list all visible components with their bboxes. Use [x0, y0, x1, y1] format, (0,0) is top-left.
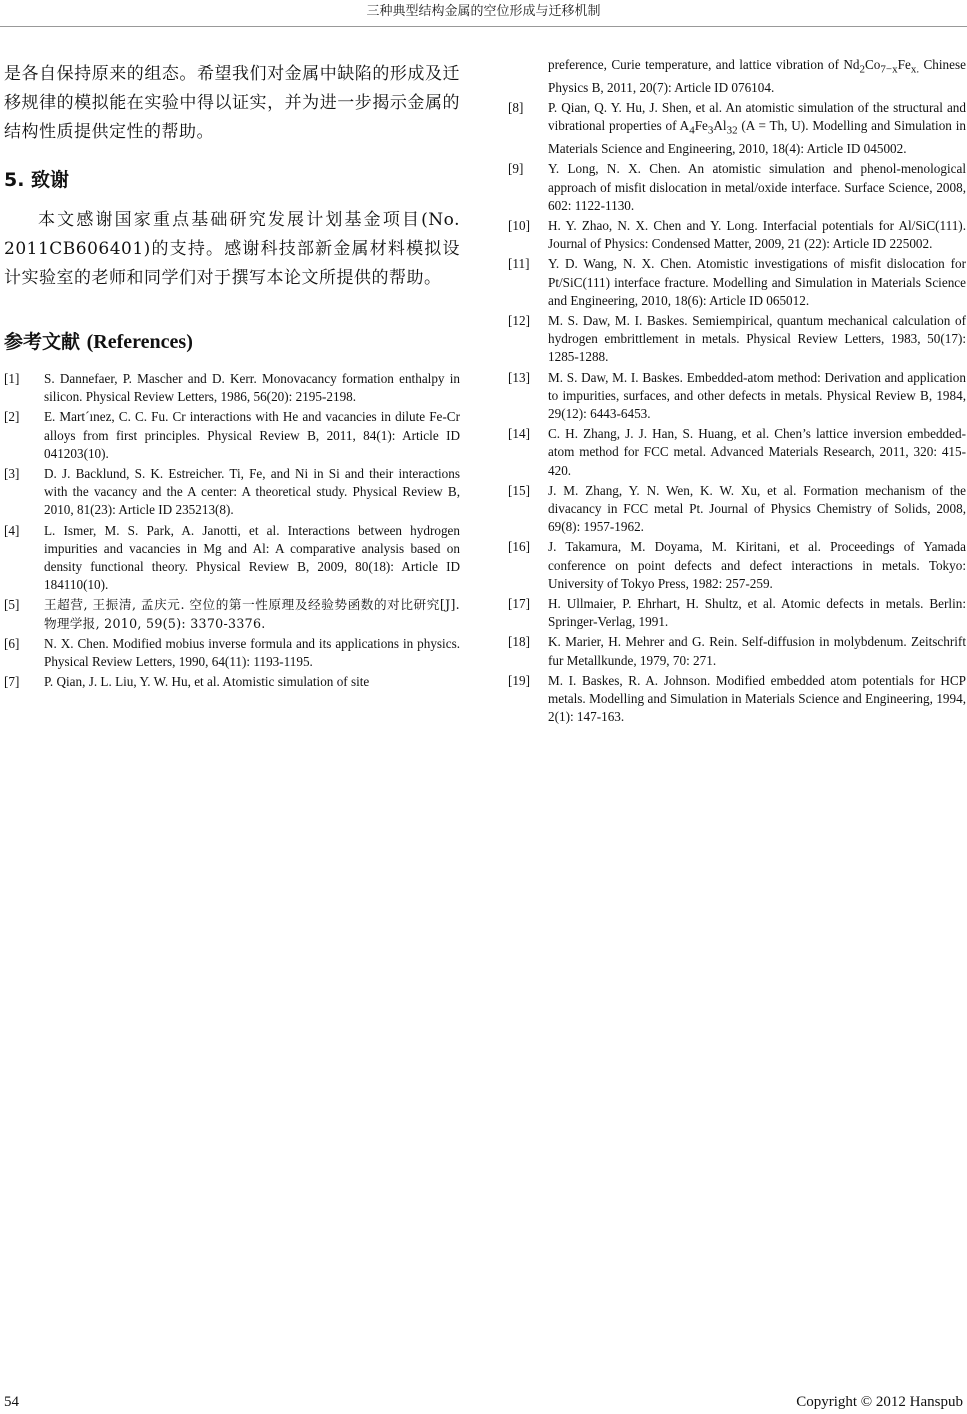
- reference-number: [19]: [508, 672, 530, 688]
- reference-item: [508, 99, 966, 158]
- reference-list-left: [4, 370, 460, 691]
- reference-item: [4, 370, 460, 406]
- reference-text: H. Ullmaier, P. Ehrhart, H. Shultz, et al. Atomic defects in metals. Berlin: Springer-Verlag, 1991.: [548, 595, 966, 630]
- reference-item: [4, 408, 460, 463]
- reference-text: [548, 99, 966, 158]
- reference-8-text-d: (A = Th, U). Modelling and Simulation in Materials Science and Engineering, 2010, 18(4): Article ID 045002.: [548, 118, 967, 157]
- reference-text: J. Takamura, M. Doyama, M. Kiritani, et al. Proceedings of Yamada conference on point defects and defect interactions in metals. Tokyo: University of Tokyo Press, 1982: 257-259.: [548, 539, 966, 591]
- reference-8-text-b: Fe: [694, 118, 708, 134]
- reference-number: [15]: [508, 482, 530, 498]
- reference-number: [7]: [4, 674, 20, 690]
- reference-number: [9]: [508, 161, 524, 177]
- reference-7-text-c: Fe: [897, 57, 911, 72]
- reference-text: M. S. Daw, M. I. Baskes. Embedded-atom method: Derivation and application to impurities, surfaces, and other defects in metals. Physical Review B, 1984, 29(12): 6443-6453.: [548, 369, 966, 421]
- reference-item: [508, 217, 966, 253]
- reference-item: [508, 595, 966, 631]
- reference-text: P. Qian, J. L. Liu, Y. W. Hu, et al. Atomistic simulation of site: [44, 674, 370, 690]
- reference-8-text-c: Al: [713, 118, 727, 134]
- reference-item: [4, 522, 460, 595]
- reference-text: 王超营, 王振清, 孟庆元. 空位的第一性原理及经验势函数的对比研究[J]. 物理学报, 2010, 59(5): 3370-3376.: [44, 597, 460, 631]
- reference-number: [16]: [508, 539, 530, 555]
- left-column: [4, 60, 460, 693]
- reference-number: [4]: [4, 522, 20, 538]
- reference-7-continuation: [548, 56, 966, 97]
- section-5-title: 5. 致谢: [4, 169, 70, 191]
- subscript: x.: [910, 63, 920, 76]
- running-header-title: 三种典型结构金属的空位形成与迁移机制: [366, 4, 601, 19]
- reference-number: [11]: [508, 256, 530, 272]
- reference-number: [12]: [508, 312, 530, 328]
- running-header: [0, 0, 967, 27]
- reference-number: [3]: [4, 466, 20, 482]
- reference-number: [18]: [508, 634, 530, 650]
- reference-number: [8]: [508, 100, 524, 116]
- reference-item: [508, 482, 966, 537]
- reference-text: Y. Long, N. X. Chen. An atomistic simulation and phenol-menological approach of misfit dislocation in metal/oxide interface. Surface Science, 2008, 602: 1122-1130.: [548, 161, 966, 213]
- reference-item: [508, 160, 966, 215]
- right-column: [508, 56, 966, 728]
- reference-list-right: [508, 160, 966, 726]
- reference-item: [508, 425, 966, 480]
- intro-paragraph: 是各自保持原来的组态。希望我们对金属中缺陷的形成及迁移规律的模拟能在实验中得以证实，并为进一步揭示金属的结构性质提供定性的帮助。: [4, 64, 460, 142]
- subscript: 3: [707, 124, 714, 137]
- reference-text: E. Mart´ınez, C. C. Fu. Cr interactions with He and vacancies in dilute Fe-Cr alloys from first principles. Physical Review B, 2011, 84(1): Article ID 041203(10).: [44, 409, 460, 461]
- reference-text: K. Marier, H. Mehrer and G. Rein. Self-diffusion in molybdenum. Zeitschrift fur Metallkunde, 1979, 70: 271.: [548, 634, 966, 668]
- reference-text: S. Dannefaer, P. Mascher and D. Kerr. Monovacancy formation enthalpy in silicon. Physical Review Letters, 1986, 56(20): 2195-2198.: [44, 371, 460, 405]
- reference-text: J. M. Zhang, Y. N. Wen, K. W. Xu, et al. Formation mechanism of the divacancy in FCC metal Pt. Journal of Physics Chemistry of Solids, 2008, 69(8): 1957-1962.: [548, 482, 966, 535]
- reference-number: [13]: [508, 369, 530, 385]
- references-title-en: (References): [86, 331, 193, 353]
- reference-number: [5]: [4, 597, 20, 613]
- reference-item: [4, 635, 460, 671]
- copyright-notice: Copyright © 2012 Hanspub: [796, 1394, 963, 1410]
- reference-text: H. Y. Zhao, N. X. Chen and Y. Long. Interfacial potentials for Al/SiC(111). Journal of Physics: Condensed Matter, 2009, 21 (22): Article ID 225002.: [548, 217, 966, 252]
- page-number: 54: [4, 1394, 19, 1410]
- reference-item: [4, 465, 460, 520]
- reference-number: [10]: [508, 217, 530, 233]
- subscript: 7−x: [880, 63, 898, 76]
- subscript: 32: [726, 124, 738, 137]
- reference-7-text-b: Co: [865, 57, 881, 72]
- reference-number: [6]: [4, 635, 20, 651]
- reference-number: [14]: [508, 426, 530, 442]
- reference-text: Y. D. Wang, N. X. Chen. Atomistic investigations of misfit dislocation for Pt/SiC(111) interface fracture. Modelling and Simulation in Materials Science and Engineering, 2010, 18(6): Article ID 065012.: [548, 256, 966, 308]
- reference-text: M. I. Baskes, R. A. Johnson. Modified embedded atom potentials for HCP metals. Modelling and Simulation in Materials Science and Engineering, 1994, 2(1): 147-163.: [548, 672, 966, 725]
- reference-7-text-a: preference, Curie temperature, and lattice vibration of Nd: [548, 57, 860, 72]
- reference-item: [4, 673, 460, 691]
- reference-number: [1]: [4, 371, 20, 386]
- subscript: 4: [689, 124, 695, 137]
- reference-item: [508, 369, 966, 424]
- reference-number: [17]: [508, 595, 530, 611]
- reference-item: [508, 538, 966, 593]
- reference-item: [508, 255, 966, 310]
- reference-text: M. S. Daw, M. I. Baskes. Semiempirical, quantum mechanical calculation of hydrogen embrittlement in metals. Physical Review Letters, 1983, 50(17): 1285-1288.: [548, 312, 966, 365]
- reference-text: N. X. Chen. Modified mobius inverse formula and its applications in physics. Physical Review Letters, 1990, 64(11): 1193-1195.: [44, 635, 460, 670]
- reference-item: [4, 596, 460, 632]
- references-title-zh: 参考文献: [4, 331, 81, 353]
- reference-number: [2]: [4, 409, 20, 425]
- reference-7-text-d: Chinese Physics B, 2011, 20(7): Article ID 076104.: [548, 57, 966, 95]
- reference-text: C. H. Zhang, J. J. Han, S. Huang, et al. Chen’s lattice inversion embedded-atom method for FCC metal. Advanced Materials Research, 2011, 320: 415-420.: [548, 426, 966, 478]
- reference-8-text-a: P. Qian, Q. Y. Hu, J. Shen, et al. An atomistic simulation of the structural and vibrational properties of A: [548, 100, 966, 134]
- reference-text: L. Ismer, M. S. Park, A. Janotti, et al. Interactions between hydrogen impurities and vacancies in Mg and Al: A comparative analysis based on density functional theory. Physical Review B, 2009, 80(18): Article ID 184110(10).: [44, 522, 460, 593]
- reference-item: [508, 672, 966, 727]
- reference-item: [508, 633, 966, 669]
- reference-item: [508, 312, 966, 367]
- reference-text: D. J. Backlund, S. K. Estreicher. Ti, Fe, and Ni in Si and their interactions with the vacancy and the A center: A theoretical study. Physical Review B, 2010, 81(23): Article ID 235213(8).: [44, 466, 460, 518]
- acknowledgement-paragraph: 本文感谢国家重点基础研究发展计划基金项目(No. 2011CB606401)的支持。感谢科技部新金属材料模拟设计实验室的老师和同学们对于撰写本论文所提供的帮助。: [4, 210, 460, 288]
- references-title: [4, 327, 460, 354]
- subscript: 2: [859, 63, 866, 76]
